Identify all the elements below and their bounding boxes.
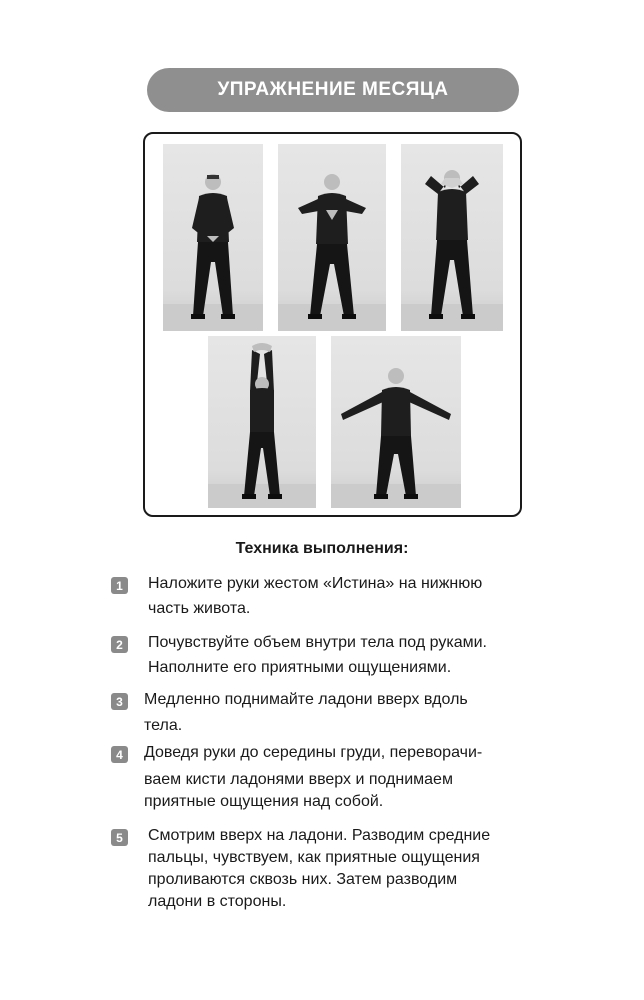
step-5-line-4: ладони в стороны.	[148, 893, 287, 910]
exercise-photo-4	[208, 336, 316, 508]
step-4-number: 4	[111, 746, 128, 763]
step-5-line-2: пальцы, чувствуем, как приятные ощущения	[148, 849, 480, 866]
banner-title: УПРАЖНЕНИЕ МЕСЯЦА	[217, 79, 449, 100]
section-banner	[147, 68, 519, 112]
step-3-number: 3	[111, 693, 128, 710]
step-2-line-2: Наполните его приятными ощущениями.	[148, 659, 452, 676]
step-5-number: 5	[111, 829, 128, 846]
step-1-number: 1	[111, 577, 128, 594]
technique-heading: Техника выполнения:	[235, 540, 409, 557]
step-2-number: 2	[111, 636, 128, 653]
exercise-photo-3	[401, 144, 503, 331]
step-4-line-2: ваем кисти ладонями вверх и поднимаем	[144, 771, 453, 788]
step-4-line-3: приятные ощущения над собой.	[144, 793, 384, 810]
step-3-line-2: тела.	[144, 717, 183, 734]
exercise-photo-5	[331, 336, 461, 508]
step-1-line-2: часть живота.	[148, 600, 251, 617]
exercise-photo-2	[278, 144, 386, 331]
step-4-line-1: Доведя руки до середины груди, переворачи-	[144, 744, 483, 761]
step-2-line-1: Почувствуйте объем внутри тела под руками.	[148, 634, 487, 651]
step-1-line-1: Наложите руки жестом «Истина» на нижнюю	[148, 575, 483, 592]
step-3-line-1: Медленно поднимайте ладони вверх вдоль	[144, 691, 468, 708]
step-5-line-3: проливаются сквозь них. Затем разводим	[148, 871, 458, 888]
exercise-photo-1	[163, 144, 263, 331]
exercise-photo-frame	[143, 132, 522, 517]
step-5-line-1: Смотрим вверх на ладони. Разводим средние	[148, 827, 491, 844]
